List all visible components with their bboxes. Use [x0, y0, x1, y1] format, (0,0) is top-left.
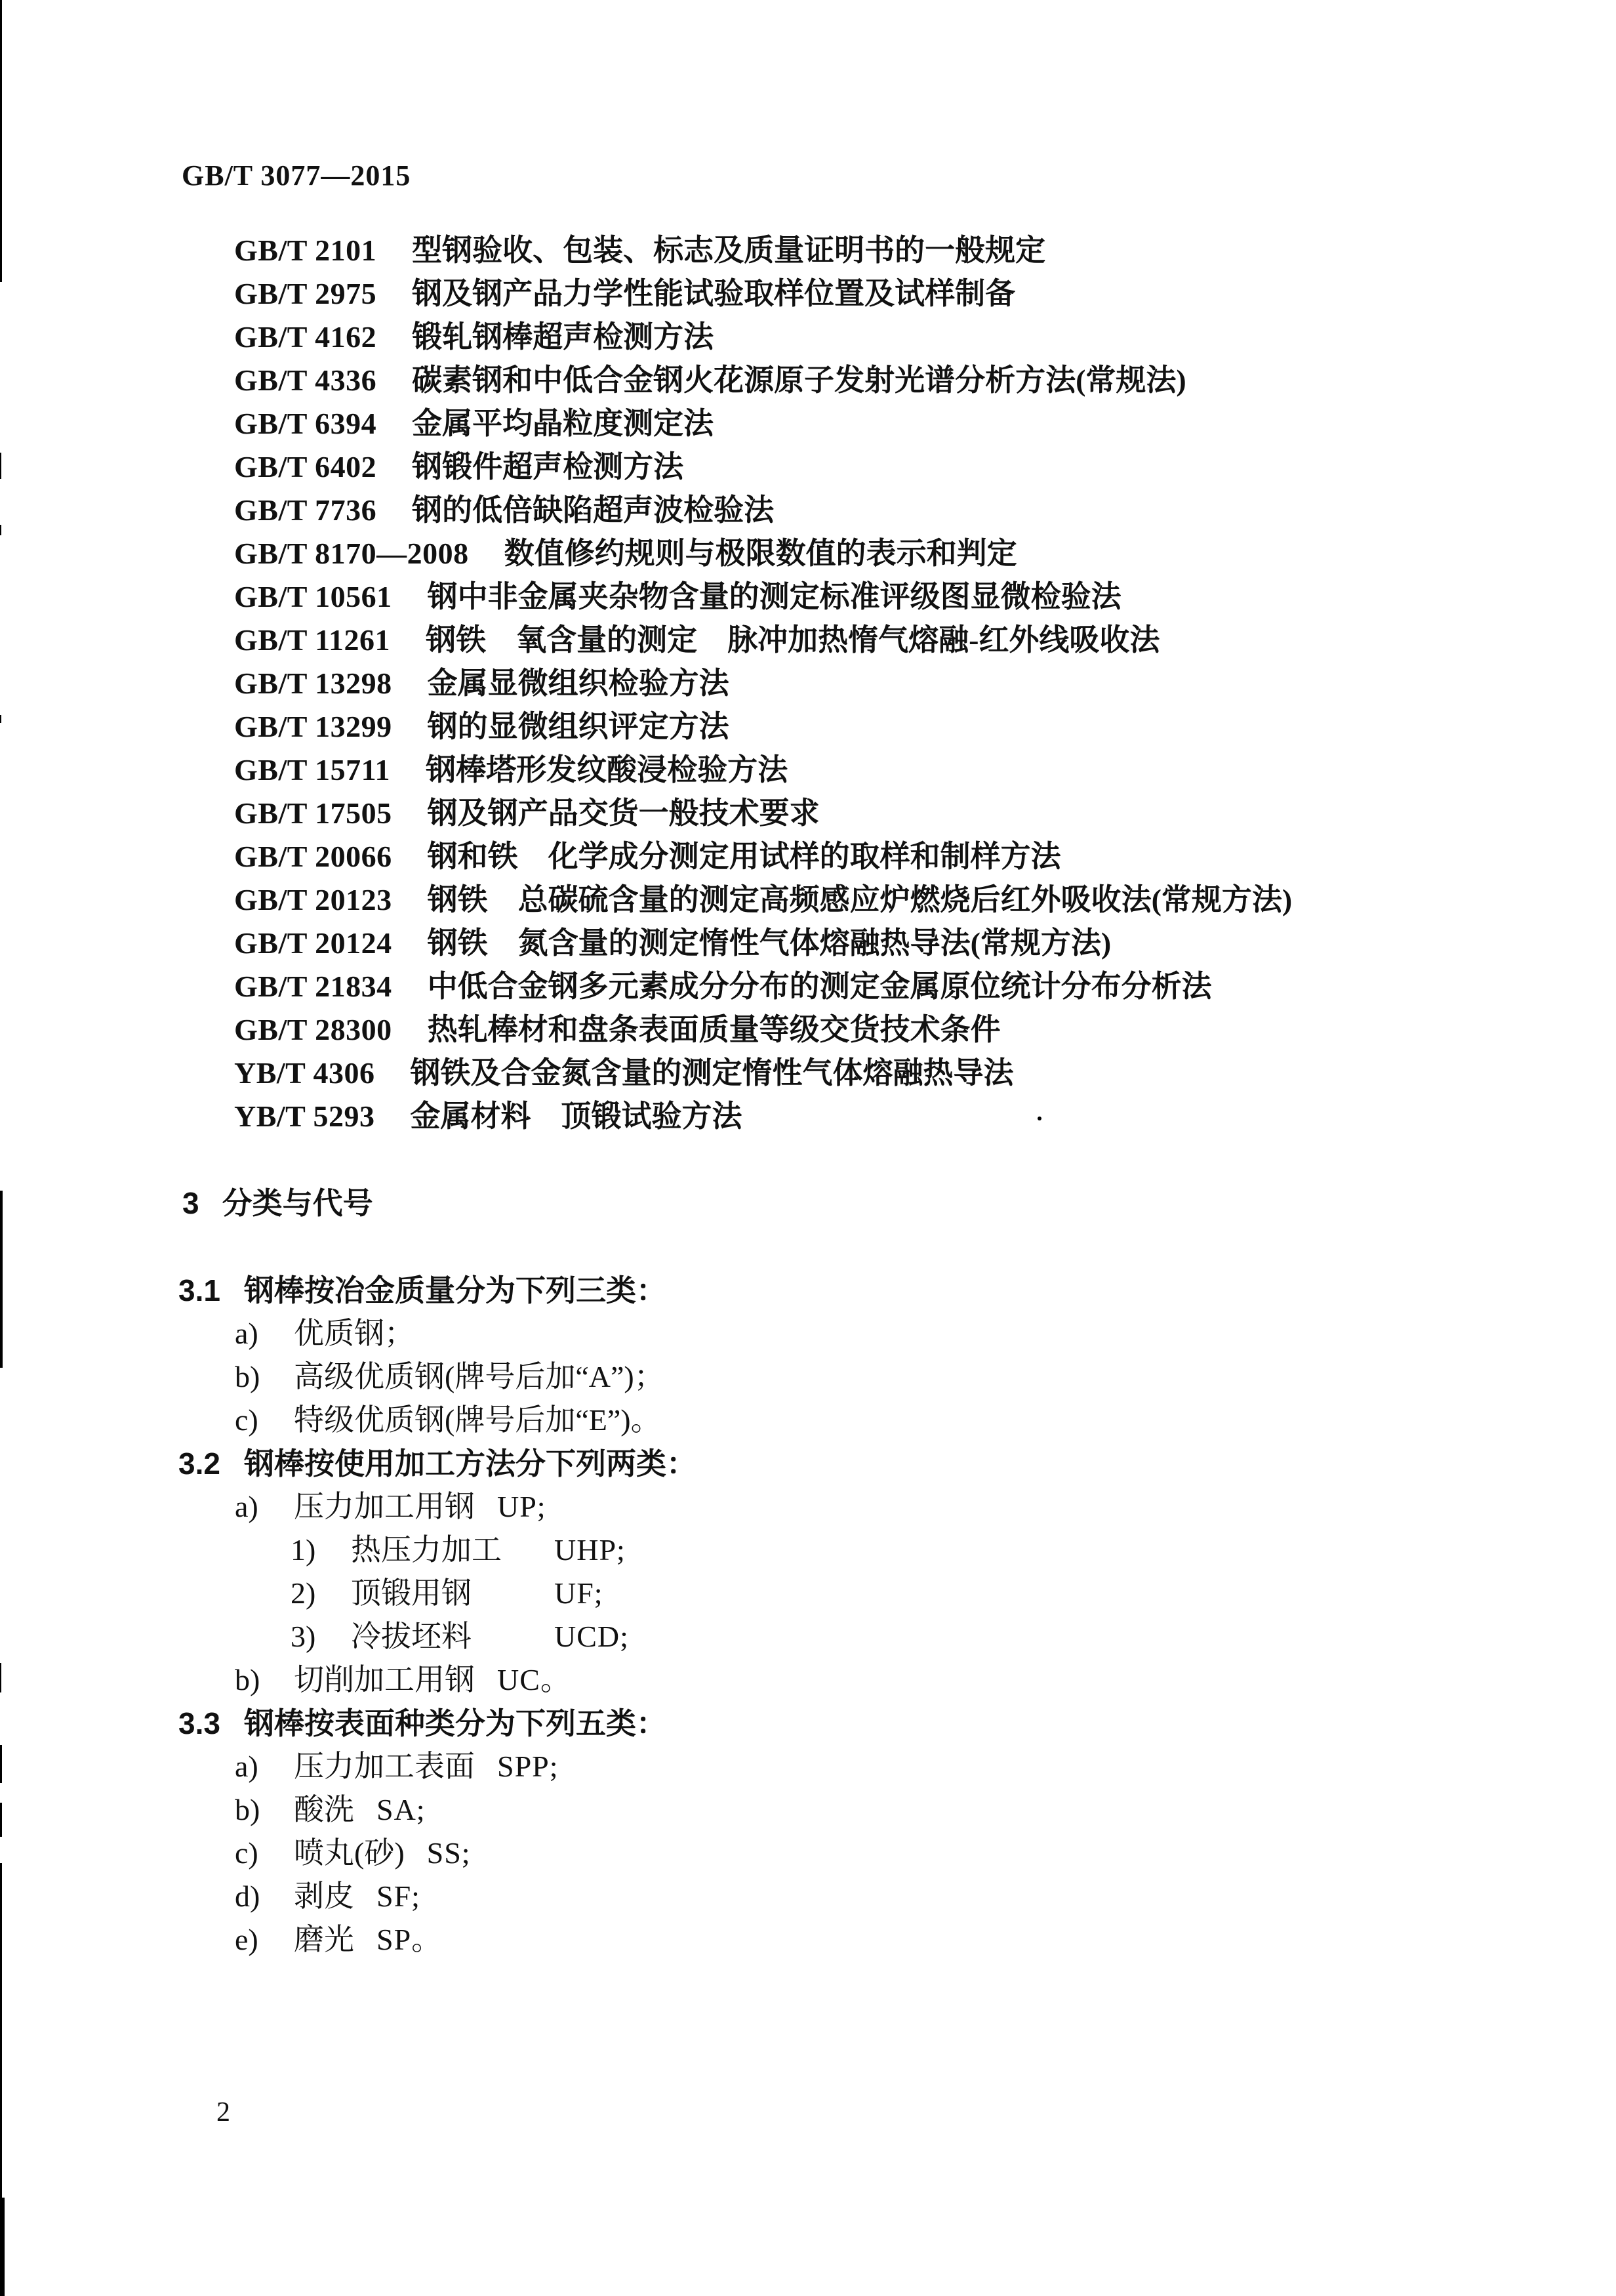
reference-title: 钢棒塔形发纹酸浸检验方法 — [426, 753, 788, 787]
list-item — [0, 1312, 1616, 1355]
reference-title: 数值修约规则与极限数值的表示和判定 — [504, 537, 1017, 570]
clause-number: 3.3 — [178, 1706, 220, 1740]
item-label: a) — [235, 1317, 258, 1350]
item-code: UHP; — [554, 1533, 626, 1567]
reference-title: 金属平均晶粒度测定法 — [412, 407, 714, 440]
scan-artifact — [0, 525, 1, 535]
clause-number: 3.2 — [178, 1446, 220, 1481]
scan-artifact — [0, 715, 1, 723]
item-text: 特级优质钢(牌号后加“E”)。 — [294, 1403, 661, 1437]
clause-text: 钢棒按冶金质量分为下列三类： — [244, 1273, 666, 1307]
item-text: 切削加工用钢 — [294, 1663, 475, 1696]
reference-code: YB/T 4306 — [234, 1056, 375, 1090]
reference-code: GB/T 15711 — [234, 753, 391, 787]
item-label: b) — [235, 1793, 260, 1826]
item-code: SA; — [376, 1793, 426, 1826]
reference-code: GB/T 20124 — [234, 926, 392, 960]
item-code: UP; — [497, 1490, 546, 1523]
reference-item — [234, 1095, 1292, 1138]
reference-code: GB/T 13298 — [234, 666, 392, 700]
reference-title: 钢铁 总碳硫含量的测定高频感应炉燃烧后红外吸收法(常规方法) — [427, 883, 1293, 916]
section-title: 分类与代号 — [222, 1186, 373, 1220]
reference-title: 钢及钢产品交货一般技术要求 — [427, 796, 820, 830]
reference-item — [234, 965, 1292, 1008]
reference-code: GB/T 2975 — [234, 277, 377, 310]
reference-item — [234, 272, 1292, 316]
reference-code: GB/T 13299 — [234, 710, 392, 743]
item-label: 2) — [291, 1576, 316, 1610]
section-heading — [182, 1186, 373, 1220]
item-label: 1) — [291, 1533, 316, 1567]
reference-title: 钢及钢产品力学性能试验取样位置及试样制备 — [412, 277, 1016, 310]
reference-code: GB/T 17505 — [234, 796, 392, 830]
reference-title: 金属显微组织检验方法 — [427, 666, 729, 700]
reference-title: 钢中非金属夹杂物含量的测定标准评级图显微检验法 — [427, 580, 1121, 613]
reference-item — [234, 662, 1292, 705]
item-label: c) — [235, 1836, 258, 1870]
reference-item — [234, 922, 1292, 965]
reference-title: 型钢验收、包装、标志及质量证明书的一般规定 — [412, 234, 1046, 267]
reference-code: GB/T 4162 — [234, 320, 377, 354]
list-item — [0, 1355, 1616, 1399]
sub-list-item — [0, 1528, 1616, 1572]
item-text: 压力加工用钢 — [294, 1490, 475, 1523]
reference-item — [234, 835, 1292, 878]
reference-title: 钢铁及合金氮含量的测定惰性气体熔融热导法 — [410, 1056, 1014, 1090]
standard-number-header: GB/T 3077—2015 — [182, 159, 411, 192]
reference-code: GB/T 20123 — [234, 883, 392, 916]
item-text: 喷丸(砂) — [294, 1836, 405, 1870]
reference-item — [234, 619, 1292, 662]
section-number: 3 — [182, 1186, 199, 1220]
reference-code: YB/T 5293 — [234, 1099, 375, 1133]
item-label: 3) — [291, 1620, 316, 1653]
reference-title: 钢锻件超声检测方法 — [412, 450, 684, 483]
reference-title: 钢铁 氧含量的测定 脉冲加热惰气熔融-红外线吸收法 — [426, 623, 1160, 657]
classification-body — [0, 1269, 1616, 1961]
item-label: b) — [235, 1360, 260, 1393]
reference-code: GB/T 21834 — [234, 970, 392, 1003]
item-code: UCD; — [554, 1620, 629, 1653]
clause-3-2 — [0, 1442, 1616, 1485]
scan-artifact — [0, 0, 2, 282]
item-label: d) — [235, 1879, 260, 1913]
reference-title: 钢的显微组织评定方法 — [427, 710, 729, 743]
reference-item — [234, 792, 1292, 835]
reference-title: 钢和铁 化学成分测定用试样的取样和制样方法 — [427, 840, 1061, 873]
reference-item — [234, 402, 1292, 445]
reference-item — [234, 705, 1292, 748]
reference-code: GB/T 8170—2008 — [234, 537, 469, 570]
reference-code: GB/T 4336 — [234, 363, 377, 397]
reference-code: GB/T 6394 — [234, 407, 377, 440]
reference-code: GB/T 10561 — [234, 580, 392, 613]
reference-code: GB/T 6402 — [234, 450, 377, 483]
reference-code: GB/T 2101 — [234, 234, 377, 267]
list-item — [0, 1745, 1616, 1788]
item-text: 磨光 — [294, 1923, 354, 1956]
item-label: a) — [235, 1750, 258, 1783]
list-item — [0, 1485, 1616, 1528]
clause-text: 钢棒按使用加工方法分下列两类： — [244, 1446, 697, 1481]
reference-code: GB/T 28300 — [234, 1013, 392, 1046]
item-text: 高级优质钢(牌号后加“A”)； — [294, 1360, 664, 1393]
reference-item — [234, 359, 1292, 402]
reference-title: 钢的低倍缺陷超声波检验法 — [412, 493, 775, 527]
reference-code: GB/T 7736 — [234, 493, 377, 527]
reference-item — [234, 1008, 1292, 1052]
page-number: 2 — [216, 2097, 230, 2127]
item-label: e) — [235, 1923, 258, 1956]
reference-title: 热轧棒材和盘条表面质量等级交货技术条件 — [427, 1013, 1001, 1046]
reference-item — [234, 489, 1292, 532]
reference-code: GB/T 20066 — [234, 840, 392, 873]
sub-list-item — [0, 1615, 1616, 1658]
clause-3-3 — [0, 1702, 1616, 1745]
list-item — [0, 1832, 1616, 1875]
reference-item — [234, 575, 1292, 619]
item-code: UC。 — [497, 1663, 571, 1696]
item-code: SS; — [426, 1836, 471, 1870]
clause-number: 3.1 — [178, 1273, 220, 1307]
item-text: 热压力加工 — [351, 1533, 502, 1567]
reference-item — [234, 878, 1292, 922]
list-item — [0, 1658, 1616, 1702]
reference-title: 金属材料 顶锻试验方法 — [410, 1099, 742, 1133]
scan-artifact — [0, 453, 1, 479]
reference-item — [234, 445, 1292, 489]
item-label: c) — [235, 1403, 258, 1437]
reference-title: 锻轧钢棒超声检测方法 — [412, 320, 714, 354]
clause-3-1 — [0, 1269, 1616, 1312]
item-code: UF; — [554, 1576, 603, 1610]
list-item — [0, 1875, 1616, 1918]
list-item — [0, 1399, 1616, 1442]
item-code: SPP; — [497, 1750, 559, 1783]
reference-code: GB/T 11261 — [234, 623, 391, 657]
reference-item — [234, 1052, 1292, 1095]
sub-list-item — [0, 1572, 1616, 1615]
item-code: SP。 — [376, 1923, 443, 1956]
item-label: a) — [235, 1490, 258, 1523]
reference-item — [234, 316, 1292, 359]
clause-text: 钢棒按表面种类分为下列五类： — [244, 1706, 666, 1740]
normative-references-list — [234, 229, 1292, 1138]
item-text: 顶锻用钢 — [351, 1576, 472, 1610]
reference-item — [234, 748, 1292, 792]
scan-artifact — [0, 2198, 5, 2296]
reference-item — [234, 229, 1292, 272]
item-text: 酸洗 — [294, 1793, 354, 1826]
reference-title: 钢铁 氮含量的测定惰性气体熔融热导法(常规方法) — [427, 926, 1112, 960]
reference-title: 中低合金钢多元素成分分布的测定金属原位统计分布分析法 — [427, 970, 1212, 1003]
item-code: SF; — [376, 1879, 420, 1913]
item-text: 压力加工表面 — [294, 1750, 475, 1783]
reference-title: 碳素钢和中低合金钢火花源原子发射光谱分析方法(常规法) — [412, 363, 1186, 397]
item-text: 优质钢； — [294, 1317, 414, 1350]
item-text: 剥皮 — [294, 1879, 354, 1913]
item-text: 冷拔坯料 — [351, 1620, 472, 1653]
reference-item — [234, 532, 1292, 575]
item-label: b) — [235, 1663, 260, 1696]
list-item — [0, 1918, 1616, 1961]
list-item — [0, 1788, 1616, 1832]
